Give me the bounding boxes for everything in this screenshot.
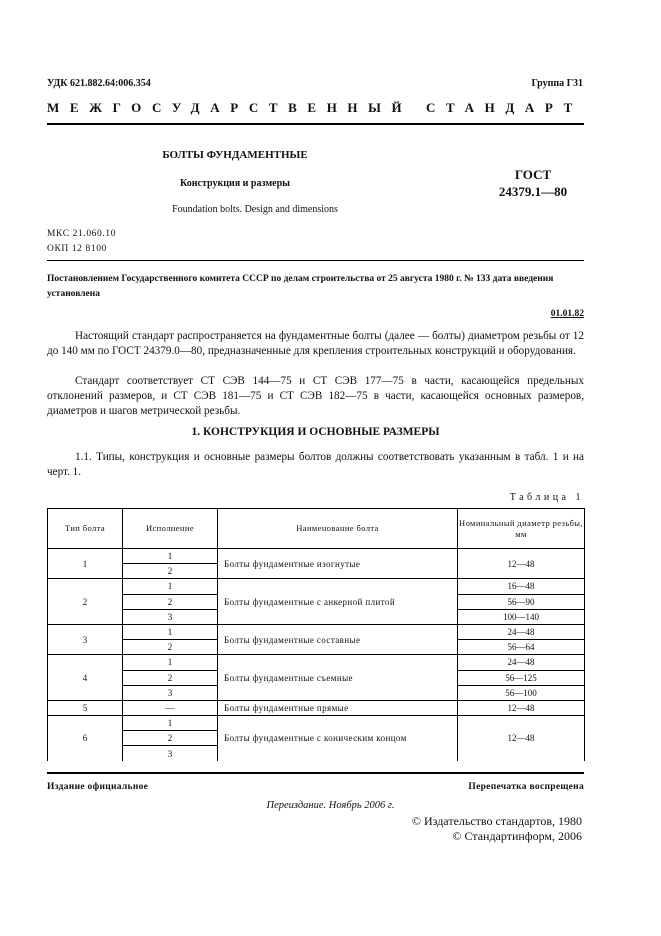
header-diameter: Номинальный диаметр резьбы, мм xyxy=(458,509,585,549)
reissue-note: Переиздание. Ноябрь 2006 г. xyxy=(266,800,395,811)
footer-divider xyxy=(47,772,584,774)
intro-paragraph-1: Настоящий стандарт распространяется на фундаментные болты (далее — болты) диаметром резьбы от 12 до 140 мм по ГОСТ 24379.0—80, предназначенные для крепления строительных конструкций и оборудования. xyxy=(47,330,584,357)
table-row xyxy=(48,716,585,731)
cell-diameter: 100—140 xyxy=(458,609,585,624)
table-row xyxy=(48,655,585,670)
cell-type: 1 xyxy=(48,549,123,579)
cell-version: 3 xyxy=(123,685,218,700)
cell-name: Болты фундаментные составные xyxy=(218,624,458,654)
header-divider xyxy=(47,123,584,125)
cell-type: 5 xyxy=(48,700,123,715)
table-header-row xyxy=(48,509,585,549)
header-name: Наименование болта xyxy=(218,509,458,549)
cell-version: 2 xyxy=(123,670,218,685)
codes-divider xyxy=(47,260,584,261)
copyright-block xyxy=(412,814,582,844)
cell-diameter: 16—48 xyxy=(458,579,585,594)
table-row xyxy=(48,579,585,594)
effective-date: 01.01.82 xyxy=(550,309,584,319)
gost-designation xyxy=(478,166,588,200)
cell-name: Болты фундаментные изогнутые xyxy=(218,549,458,579)
cell-name: Болты фундаментные с анкерной плитой xyxy=(218,579,458,625)
cell-version: 3 xyxy=(123,609,218,624)
official-edition: Издание официальное xyxy=(47,782,149,792)
table-caption: Таблица 1 xyxy=(509,492,584,503)
cell-version: 1 xyxy=(123,716,218,731)
mks-code: МКС 21.060.10 xyxy=(47,229,117,239)
cell-version: 3 xyxy=(123,746,218,761)
cell-type: 4 xyxy=(48,655,123,701)
document-title: БОЛТЫ ФУНДАМЕНТНЫЕ xyxy=(162,149,308,161)
cell-version: 2 xyxy=(123,640,218,655)
cell-version: 1 xyxy=(123,655,218,670)
table-row xyxy=(48,549,585,564)
gost-number: 24379.1—80 xyxy=(498,184,568,199)
cell-name: Болты фундаментные с коническим концом xyxy=(218,716,458,761)
cell-diameter: 12—48 xyxy=(458,700,585,715)
classification-codes xyxy=(47,227,116,257)
table-row xyxy=(48,624,585,639)
cell-diameter: 56—64 xyxy=(458,640,585,655)
cell-version: — xyxy=(123,700,218,715)
udk-code: УДК 621.882.64:006.354 xyxy=(47,78,151,89)
english-title: Foundation bolts. Design and dimensions xyxy=(172,204,338,215)
cell-name: Болты фундаментные прямые xyxy=(218,700,458,715)
cell-type: 2 xyxy=(48,579,123,625)
bolts-table xyxy=(47,508,585,761)
okp-code: ОКП 12 8100 xyxy=(47,244,107,254)
intro-paragraph-2: Стандарт соответствует СТ СЭВ 144—75 и СТ СЭВ 177—75 в части, касающейся предельных отклонений размеров, и СТ СЭВ 181—75 и СТ СЭВ 182—75 в части, касающейся основных размеров, диаметров и шагов метрической резьбы. xyxy=(47,375,584,417)
table-row xyxy=(48,700,585,715)
cell-diameter: 56—125 xyxy=(458,670,585,685)
gost-label: ГОСТ xyxy=(514,167,552,182)
cell-diameter: 12—48 xyxy=(458,549,585,579)
cell-name: Болты фундаментные съемные xyxy=(218,655,458,701)
cell-type: 6 xyxy=(48,716,123,761)
cell-diameter: 56—100 xyxy=(458,685,585,700)
cell-diameter: 12—48 xyxy=(458,716,585,761)
document-subtitle: Конструкция и размеры xyxy=(180,178,290,189)
header-type: Тип болта xyxy=(48,509,123,549)
cell-diameter: 56—90 xyxy=(458,594,585,609)
cell-version: 1 xyxy=(123,549,218,564)
section-1-heading: 1. КОНСТРУКЦИЯ И ОСНОВНЫЕ РАЗМЕРЫ xyxy=(191,426,440,438)
cell-version: 2 xyxy=(123,594,218,609)
header-version: Исполнение xyxy=(123,509,218,549)
copyright-2006: © Стандартинформ, 2006 xyxy=(452,829,582,843)
decree-text: Постановлением Государственного комитета СССР по делам строительства от 25 августа 1980 г. № 133 дата введения установлена xyxy=(47,274,554,299)
cell-version: 1 xyxy=(123,624,218,639)
section-1-paragraph: 1.1. Типы, конструкция и основные размеры болтов должны соответствовать указанным в табл. 1 и на черт. 1. xyxy=(47,451,584,478)
reprint-notice: Перепечатка воспрещена xyxy=(468,782,584,792)
cell-version: 1 xyxy=(123,579,218,594)
copyright-1980: © Издательство стандартов, 1980 xyxy=(411,814,582,828)
group-code: Группа Г31 xyxy=(531,78,583,89)
cell-version: 2 xyxy=(123,564,218,579)
cell-diameter: 24—48 xyxy=(458,655,585,670)
cell-diameter: 24—48 xyxy=(458,624,585,639)
cell-type: 3 xyxy=(48,624,123,654)
cell-version: 2 xyxy=(123,731,218,746)
standard-banner: МЕЖГОСУДАРСТВЕННЫЙ СТАНДАРТ xyxy=(47,100,583,115)
